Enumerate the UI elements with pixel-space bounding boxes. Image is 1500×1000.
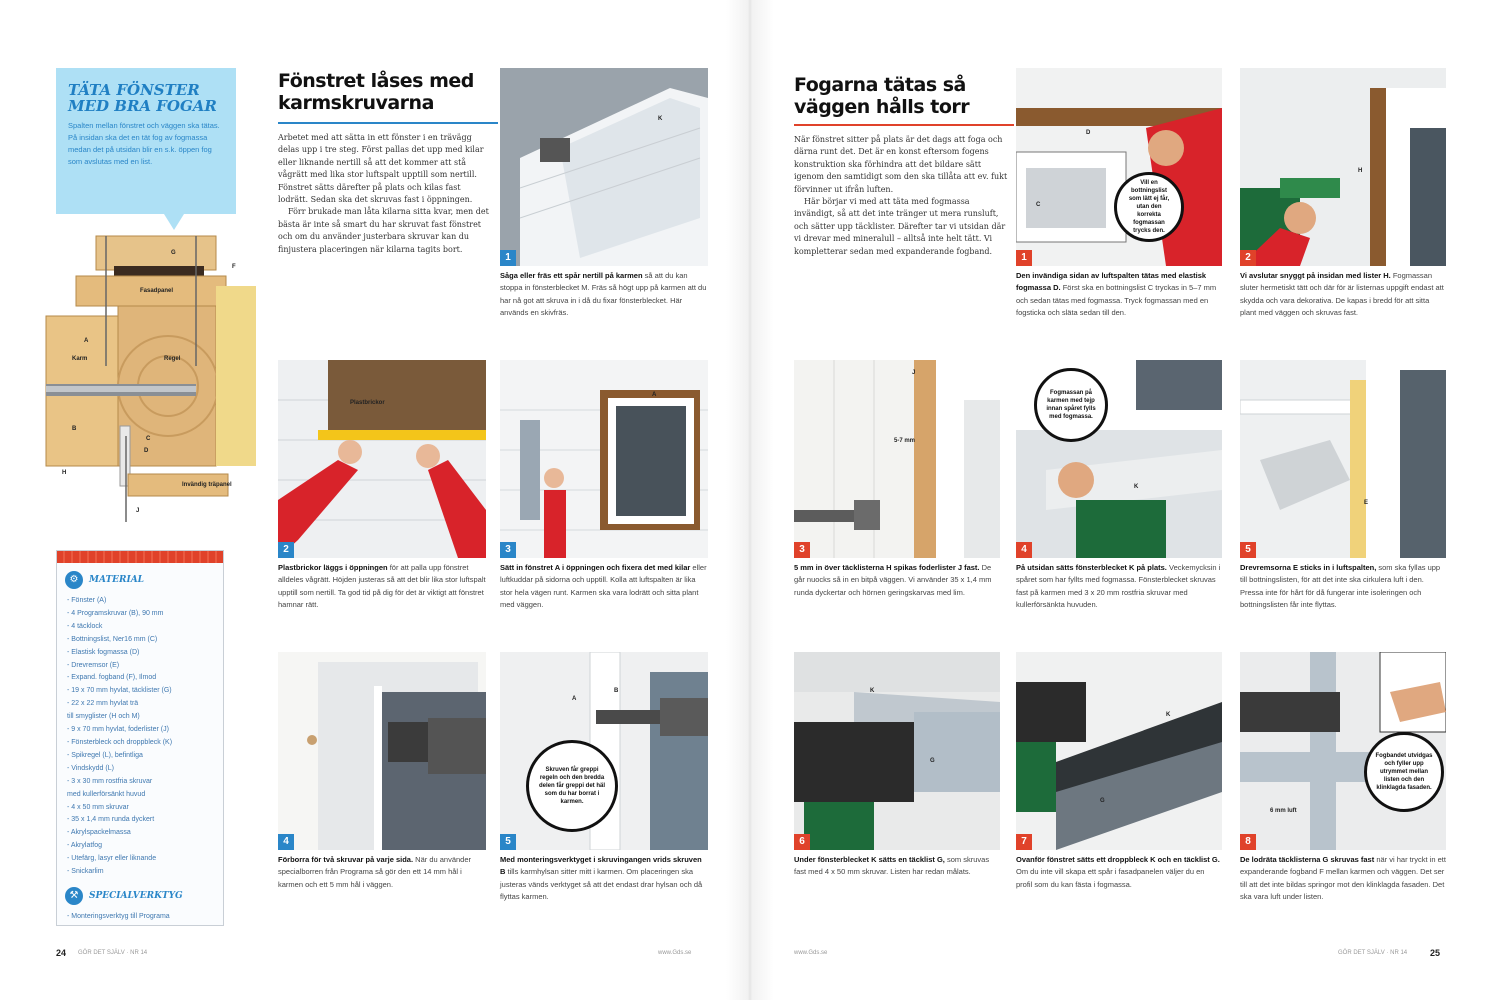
diagram-label-invandig: Invändig träpanel (182, 482, 232, 488)
photo-4-illustration (278, 652, 486, 850)
caption-bold: Sätt in fönstret A i öppningen och fixera det med kilar (500, 563, 691, 572)
step-number-badge: 2 (1240, 250, 1256, 266)
photo-r6-illustration (794, 652, 1000, 850)
diagram-label-f: F (232, 264, 236, 270)
photo-label-k: K (1134, 484, 1139, 490)
photo-step-5 (500, 652, 708, 850)
photo-step-2 (278, 360, 486, 558)
caption-text: När du använder specialborren från Programa så gör den ett 14 mm hål i karmen och ett 5 mm hål i väggen. (278, 855, 472, 889)
toolbox-icon: ⚙ (65, 571, 83, 589)
right-headline: Fogarna tätas så väggen hålls torr (794, 74, 970, 118)
list-item: - 22 x 22 mm hyvlat trä (67, 700, 139, 708)
photo-step-r3 (794, 360, 1000, 558)
photo-label-k: K (1166, 712, 1171, 718)
wrench-icon: ⚒ (65, 887, 83, 905)
list-item: - Vindskydd (L) (67, 764, 114, 772)
page-spine (726, 0, 774, 1000)
tip-bubble: Fogmassan på karmen med tejp innan spåret fylls med fogmassa. (1034, 368, 1108, 442)
caption-text: De går nuocks så in en bitpå väggen. Vi använder 35 x 1,4 mm runda dyckertar och hörnen geringskarvas med lim. (794, 563, 992, 597)
diagram-label-d: D (144, 448, 149, 454)
caption-text: för att palla upp fönstret alldeles vågrätt. Höjden justeras så att det blir lika stor luftspalt upptill som nertill. Ta god tid på dig för det är viktigt att fönstret hamnar rätt. (278, 563, 486, 610)
photo-step-r7 (1016, 652, 1222, 850)
footer-right: www.Gds.se (658, 950, 692, 956)
photo-step-r1 (1016, 68, 1222, 266)
photo-label-luft: 6 mm luft (1270, 808, 1297, 814)
step-number-badge: 8 (1240, 834, 1256, 850)
photo-label-e: E (1364, 500, 1369, 506)
tip-bubble: Skruven får greppi regeln och den bredda delen får greppi det häl som du har borrat i karmen. (526, 740, 618, 832)
materials-title: MATERIAL (89, 575, 145, 585)
photo-step-r5 (1240, 360, 1446, 558)
diagram-label-a: A (84, 338, 89, 344)
list-item: - 3 x 30 mm rostfria skruvar (67, 777, 153, 785)
tip-box (56, 68, 236, 214)
caption-step-r7 (1016, 854, 1222, 891)
photo-3-illustration (500, 360, 708, 558)
caption-text: när vi har tryckt in ett expanderande fogband F mellan karmen och väggen. Det ser till att det inte bildas springor mot den klinklagda fasaden. Det ska vara luft under listen. (1240, 855, 1446, 902)
body-paragraph: Förr brukade man låta kilarna sitta kvar, men det bästa är inte så smart du har skruvat fast fönstret och om du använder justerbara skruvar kan du finjustera placeringen när kilarna tagits bort. (278, 207, 489, 254)
diagram-label-karm: Karm (72, 356, 88, 362)
caption-bold: Drevremsorna E sticks in i luftspalten, (1240, 563, 1377, 572)
caption-text: så att du kan stoppa in fönsterblecket M. Fräs så högt upp på karmen att du har nå got att skruva in i då du fixar fönsterblecket. Här används en skivfräs. (500, 271, 707, 318)
right-page (790, 66, 1470, 966)
diagram-label-j: J (136, 508, 140, 514)
tip-text: Spalten mellan fönstret och väggen ska tätas. På insidan ska det en tät fog av fogmassa medan det på utsidan blir en s.k. öppen fog som avslutas med en list. (68, 121, 220, 166)
materials-header (65, 571, 215, 589)
list-item: - Fönsterbleck och droppbleck (K) (67, 738, 173, 746)
list-item: - Utefärg, lasyr eller liknande (67, 855, 157, 863)
caption-bold: På utsidan sätts fönsterblecket K på plats. (1016, 563, 1167, 572)
left-headline: Fönstret låses med karmskruvarna (278, 70, 474, 114)
page-number: 25 (1430, 948, 1441, 958)
list-item: - Akrylspackelmassa (67, 829, 131, 837)
body-paragraph: När fönstret sitter på plats är det dags att foga och därna runt det. Det är en konst eftersom fogens konstruktion ska förhindra att det bildare sätt igenom den samtidigt som den ska tillåta att ev. fukt förvinner ut ifrån luften. (794, 135, 1008, 194)
caption-step-2 (278, 562, 486, 612)
body-paragraph: Arbetet med att sätta in ett fönster i en trävägg delas upp i tre steg. Först pallas det upp med kilar eller liknande nertill så att det kommer att stå vågrätt med lika stor luftspalt upptill som nertill. Fönstret sätts därefter på plats och kilas fast lodrätt. Sedan ska det skruvas fast i öppningen. (278, 133, 484, 205)
caption-bold: Med monteringsverktyget i skruvingangen vrids skruven B (500, 855, 702, 877)
caption-bold: Förborra för två skruvar på varje sida. (278, 855, 414, 864)
list-item: - Elastisk fogmassa (D) (67, 648, 140, 656)
body-paragraph: Här börjar vi med att täta med fogmassa invändigt, så att det inte tränger ut mera runsluft, och sätter upp täcklister. Därefter tar vi utsidan där vi drevar med mineralull – alltså inte helt tätt. Vi kompletterar sedan med expanderande fogband. (794, 197, 1006, 256)
diagram-label-c: C (146, 436, 151, 442)
photo-label-plastbrickor: Plastbrickor (350, 400, 385, 406)
materials-box (56, 550, 224, 926)
special-tools-list (57, 911, 223, 924)
right-body-text (794, 134, 1008, 258)
step-number-badge: 5 (1240, 542, 1256, 558)
photo-label-b: B (614, 688, 619, 694)
special-tools-title: SPECIALVERKTYG (89, 890, 183, 901)
photo-r3-illustration (794, 360, 1000, 558)
photo-label-k: K (870, 688, 875, 694)
footer-left: www.Gds.se (794, 950, 828, 956)
photo-r5-illustration (1240, 360, 1446, 558)
caption-step-r1 (1016, 270, 1222, 320)
caption-text: som skruvas fast med 4 x 50 mm skruvar. Listen har redan målats. (794, 855, 990, 877)
caption-bold: Den invändiga sidan av luftspalten tätas med elastisk fogmassa D. (1016, 271, 1207, 293)
photo-step-r6 (794, 652, 1000, 850)
step-number-badge: 3 (500, 542, 516, 558)
photo-label-d: D (1086, 130, 1091, 136)
cross-section-illustration (36, 226, 262, 526)
caption-text: tills karmhylsan sitter mitt i karmen. Om placeringen ska justeras vänds verktyget så att det endast drar hylsan och då flyttas karmen. (500, 867, 703, 902)
photo-label-k: K (658, 116, 663, 122)
caption-step-4 (278, 854, 486, 891)
diagram-label-b: B (72, 426, 77, 432)
left-body-text (278, 132, 492, 256)
left-headline-rule (278, 122, 498, 124)
diagram-label-h: H (62, 470, 67, 476)
caption-bold: 5 mm in över täcklisterna H spikas foderlister J fast. (794, 563, 980, 572)
caption-text: Först ska en bottningslist C tryckas in 5–7 mm och sedan tätas med fogmassa. Tryck fogmassan med en fogsticka och släta sedan till den. (1016, 283, 1217, 318)
caption-step-5 (500, 854, 708, 904)
photo-step-r2 (1240, 68, 1446, 266)
caption-step-r2 (1240, 270, 1446, 320)
photo-step-r4 (1016, 360, 1222, 558)
step-number-badge: 6 (794, 834, 810, 850)
caption-text: som ska fyllas upp till bottningslisten, för att det inte ska cirkulera luft i den. Pressa inte för hårt för då fungerar inte isoleringen och bottningslisten får inte flyttas. (1240, 563, 1441, 610)
diagram-label-regel: Regel (164, 356, 181, 362)
caption-step-r8 (1240, 854, 1446, 904)
caption-bold: Under fönsterblecket K sätts en täcklist G, (794, 855, 945, 864)
photo-5-illustration (500, 652, 708, 850)
list-item: - 35 x 1,4 mm runda dyckert (67, 816, 155, 824)
photo-label-j: J (912, 370, 916, 376)
list-item: till smyglister (H och M) (67, 713, 140, 721)
photo-step-4 (278, 652, 486, 850)
tip-bubble: Fogbandet utvidgas och fyller upp utrymmet mellan listen och den klinklagda fasaden. (1364, 732, 1444, 812)
caption-text: Om du inte vill skapa ett spår i fasadpanelen väljer du en profil som du kan fästa i fogmassa. (1016, 867, 1205, 889)
caption-bold: Såga eller fräs ett spår nertill på karmen (500, 271, 643, 280)
list-item: - 9 x 70 mm hyvlat, foderlister (J) (67, 726, 169, 734)
footer-right: GÖR DET SJÄLV · NR 14 (1338, 950, 1408, 956)
photo-label-h: H (1358, 168, 1363, 174)
photo-step-r8 (1240, 652, 1446, 850)
step-number-badge: 3 (794, 542, 810, 558)
step-number-badge: 4 (278, 834, 294, 850)
materials-bar (57, 551, 223, 563)
step-number-badge: 2 (278, 542, 294, 558)
caption-step-1 (500, 270, 708, 320)
list-item: med kullerförsänkt huvud (67, 790, 146, 798)
cross-section-diagram (36, 226, 262, 526)
step-number-badge: 4 (1016, 542, 1032, 558)
photo-step-1 (500, 68, 708, 266)
caption-text: eller luftkuddar på sidorna och upptill. Kolla att luftspalten är lika stor hela vägen runt. Karmen ska vara lodrätt och sitta plant med väggen. (500, 563, 707, 610)
photo-label-gap: 5-7 mm (894, 438, 916, 444)
photo-2-illustration (278, 360, 486, 558)
caption-bold: Vi avslutar snyggt på insidan med lister H. (1240, 271, 1391, 280)
step-number-badge: 1 (500, 250, 516, 266)
caption-step-3 (500, 562, 708, 612)
caption-bold: De lodräta täcklisterna G skruvas fast (1240, 855, 1375, 864)
list-item: - Drevremsor (E) (67, 661, 120, 669)
step-number-badge: 5 (500, 834, 516, 850)
left-page (30, 66, 710, 966)
list-item: - Monteringsverktyg till Programa (67, 912, 170, 920)
photo-1-illustration (500, 68, 708, 266)
caption-step-r3 (794, 562, 1000, 599)
tip-title: TÄTA FÖNSTER MED BRA FOGAR (68, 81, 217, 115)
list-item: - Bottningslist, Ner16 mm (C) (67, 635, 158, 643)
list-item: - Akrylatfog (67, 842, 103, 850)
caption-step-r6 (794, 854, 1000, 879)
diagram-label-g: G (171, 250, 176, 256)
caption-step-r4 (1016, 562, 1222, 612)
photo-r7-illustration (1016, 652, 1222, 850)
photo-label-g: G (1100, 798, 1105, 804)
right-headline-rule (794, 124, 1014, 126)
photo-label-a: A (572, 696, 577, 702)
special-tools-header (65, 887, 215, 905)
photo-label-a: A (652, 392, 657, 398)
list-item: - Fönster (A) (67, 597, 107, 604)
photo-label-g: G (930, 758, 935, 764)
caption-text: Veckemycksin i spåret som har fyllts med fogmassa. Fönsterblecket skruvas fast på karmen med 3 x 20 mm rostfria skruvar med kullerförsänkta huvuden. (1016, 563, 1221, 610)
list-item: - 4 x 50 mm skruvar (67, 803, 129, 811)
step-number-badge: 7 (1016, 834, 1032, 850)
materials-list (57, 595, 223, 879)
photo-step-3 (500, 360, 708, 558)
photo-r1-illustration (1016, 68, 1222, 266)
list-item: - Snickarlim (67, 868, 104, 876)
page-number: 24 (56, 948, 67, 958)
photo-r2-illustration (1240, 68, 1446, 266)
step-number-badge: 1 (1016, 250, 1032, 266)
caption-text: Fogmassan sluter hermetiskt tätt och där för är listernas uppgift endast att skydda och vara dekorativa. De kapas i bredd för att sitta plant med väggen och skruvas fast. (1240, 271, 1444, 318)
caption-bold: Ovanför fönstret sätts ett droppbleck K och en täcklist G. (1016, 855, 1220, 864)
caption-bold: Plastbrickor läggs i öppningen (278, 563, 388, 572)
photo-label-c: C (1036, 202, 1041, 208)
diagram-label-fasadpanel: Fasadpanel (140, 288, 174, 294)
list-item: - 4 täcklock (67, 622, 103, 630)
footer-left: GÖR DET SJÄLV · NR 14 (78, 950, 148, 956)
tip-bubble: Vill en bottningslist som lätt ej får, utan den korrekta fogmassan trycks den. (1114, 172, 1184, 242)
caption-step-r5 (1240, 562, 1446, 612)
list-item: - 19 x 70 mm hyvlat, täcklister (G) (67, 687, 172, 695)
list-item: - Spikregel (L), befintliga (67, 751, 143, 759)
list-item: - 4 Programskruvar (B), 90 mm (67, 609, 164, 617)
list-item: - Expand. fogband (F), Ilmod (67, 674, 157, 682)
